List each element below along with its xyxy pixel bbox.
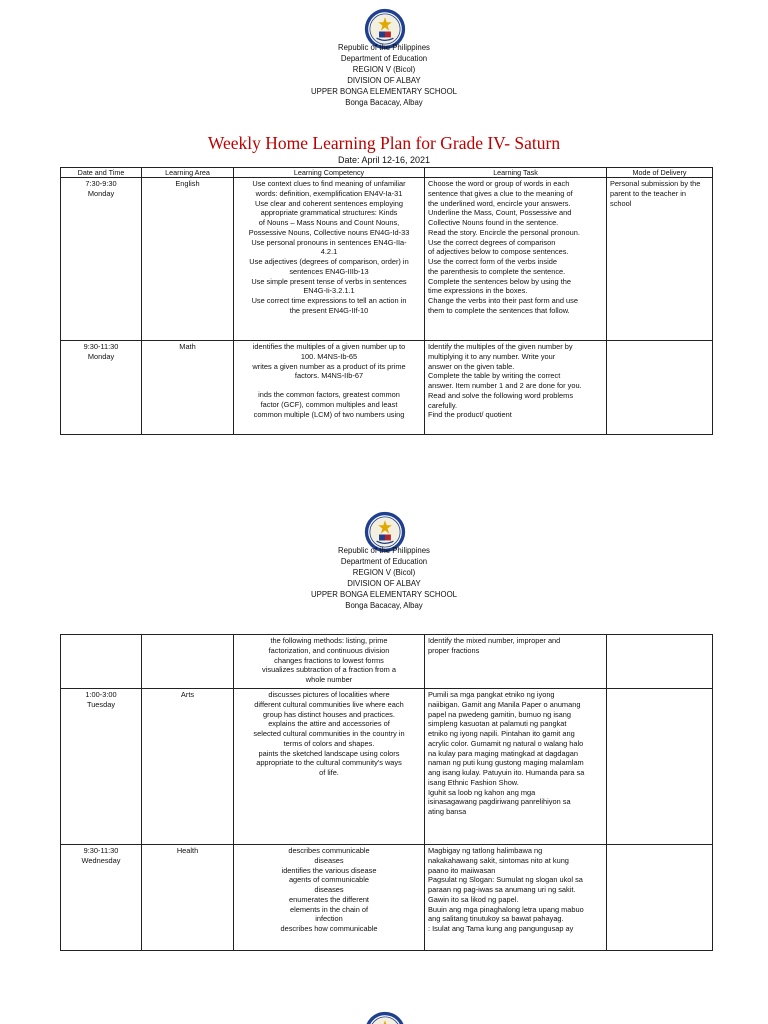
task-line: the underlined word, encircle your answers. bbox=[428, 198, 571, 208]
competency-line: inds the common factors, greatest common bbox=[258, 390, 400, 400]
competency-line: of life. bbox=[319, 768, 339, 778]
task-line: Read and solve the following word problems bbox=[428, 390, 574, 400]
plan-table-page-1 bbox=[60, 167, 713, 435]
competency-line: different cultural communities live where each bbox=[254, 699, 404, 709]
time-cell bbox=[61, 178, 142, 341]
competency-line: of Nouns – Mass Nouns and Count Nouns, bbox=[258, 218, 400, 228]
mode-cell bbox=[607, 845, 713, 951]
competency-line: words: definition, exemplification EN4V-Ia-31 bbox=[255, 188, 403, 198]
column-header-learning-area: Learning Area bbox=[142, 168, 234, 178]
time-value: 1:00-3:00 bbox=[85, 690, 117, 699]
task-line: answer on the given table. bbox=[428, 361, 515, 371]
competency-line: appropriate to the cultural community's ways bbox=[256, 758, 402, 768]
time-value: 9:30-11:30 bbox=[83, 342, 119, 351]
header-department: Department of Education bbox=[340, 557, 428, 567]
competency-cell bbox=[234, 341, 425, 435]
competency-line: terms of colors and shapes. bbox=[283, 738, 375, 748]
task-line: simpleng kasuotan at palamuti ng pangkat bbox=[428, 719, 567, 729]
task-line: Pumili sa mga pangkat etniko ng iyong bbox=[428, 690, 555, 699]
column-header-mode-of-delivery: Mode of Delivery bbox=[607, 168, 713, 178]
task-line: time expressions in the boxes. bbox=[428, 286, 528, 296]
task-line: Collective Nouns found in the sentence. bbox=[428, 218, 559, 228]
area-cell bbox=[142, 845, 234, 951]
competency-cell bbox=[234, 635, 425, 689]
header-region: REGION V (Bicol) bbox=[352, 568, 416, 578]
header-department: Department of Education bbox=[340, 54, 428, 64]
header-school: UPPER BONGA ELEMENTARY SCHOOL bbox=[310, 87, 458, 97]
column-header-learning-competency: Learning Competency bbox=[234, 168, 425, 178]
task-cell bbox=[425, 845, 607, 951]
task-line: the parenthesis to complete the sentence. bbox=[428, 266, 566, 276]
area-cell bbox=[142, 635, 234, 689]
task-line: naiibigan. Gamit ang Manila Paper o anumang bbox=[428, 699, 581, 709]
mode-value: Personal submission by the parent to the teacher in school bbox=[610, 179, 701, 208]
competency-line: identifies the multiples of a given number up to bbox=[252, 342, 406, 351]
area-value: English bbox=[175, 179, 200, 188]
column-header-learning-task: Learning Task bbox=[425, 168, 607, 178]
table-row bbox=[61, 178, 713, 341]
mode-cell bbox=[607, 689, 713, 845]
competency-line: describes how communicable bbox=[280, 924, 378, 934]
header-school: UPPER BONGA ELEMENTARY SCHOOL bbox=[310, 590, 458, 600]
plan-table-page-2 bbox=[60, 634, 713, 951]
competency-line: changes fractions to lowest forms bbox=[274, 655, 384, 665]
competency-cell bbox=[234, 845, 425, 951]
competency-line: Use correct time expressions to tell an action in bbox=[251, 296, 407, 306]
day-value: Monday bbox=[87, 351, 115, 361]
area-cell bbox=[142, 341, 234, 435]
competency-line: discusses pictures of localities where bbox=[268, 690, 390, 699]
day-value: Wednesday bbox=[81, 855, 121, 865]
document-page-2 bbox=[0, 503, 768, 1003]
competency-line: the present EN4G-IIf-10 bbox=[289, 305, 369, 315]
competency-line: agents of communicable bbox=[288, 875, 370, 885]
task-line: Underline the Mass, Count, Possessive and bbox=[428, 208, 572, 218]
plan-date: Date: April 12-16, 2021 bbox=[337, 155, 431, 165]
task-cell bbox=[425, 689, 607, 845]
competency-line: elements in the chain of bbox=[289, 904, 369, 914]
competency-line: infection bbox=[315, 914, 343, 924]
competency-line: Use context clues to find meaning of unfamiliar bbox=[252, 179, 406, 188]
task-cell bbox=[425, 341, 607, 435]
competency-line: paints the sketched landscape using colors bbox=[258, 748, 400, 758]
competency-line: common multiple (LCM) of two numbers using bbox=[253, 409, 405, 419]
competency-line: appropriate grammatical structures: Kinds bbox=[260, 208, 398, 218]
task-line: Gawin ito sa likod ng papel. bbox=[428, 894, 519, 904]
day-value: Monday bbox=[87, 188, 115, 198]
competency-line: 100. M4NS-Ib-65 bbox=[300, 351, 358, 361]
header-division: DIVISION OF ALBAY bbox=[347, 579, 421, 589]
blank-line bbox=[237, 381, 421, 390]
deped-seal-icon bbox=[364, 1011, 406, 1024]
task-line: etniko ng iyong napili. Pintahan ito gamit ang bbox=[428, 729, 575, 739]
time-value: 9:30-11:30 bbox=[83, 846, 119, 855]
header-republic: Republic of the Philippines bbox=[338, 43, 430, 52]
day-value: Tuesday bbox=[86, 699, 116, 709]
competency-line: Use adjectives (degrees of comparison, order) in bbox=[249, 257, 409, 267]
competency-line: diseases bbox=[314, 855, 344, 865]
time-cell bbox=[61, 635, 142, 689]
competency-line: sentences EN4G-IIIb-13 bbox=[289, 266, 369, 276]
competency-cell bbox=[234, 689, 425, 845]
area-cell bbox=[142, 689, 234, 845]
area-value: Health bbox=[176, 846, 199, 855]
table-row bbox=[61, 635, 713, 689]
table-row bbox=[61, 845, 713, 951]
mode-cell bbox=[607, 341, 713, 435]
area-value: Arts bbox=[180, 690, 195, 699]
task-line: proper fractions bbox=[428, 645, 480, 655]
task-line: carefully. bbox=[428, 400, 458, 410]
task-line: naman ng puti kung gustong maging malamlam bbox=[428, 758, 584, 768]
document-page-1 bbox=[0, 0, 768, 480]
competency-line: diseases bbox=[314, 885, 344, 895]
competency-line: EN4G-Ii-3.2.1.1 bbox=[303, 286, 355, 296]
letterhead bbox=[0, 545, 768, 611]
task-line: of adjectives below to compose sentences. bbox=[428, 247, 569, 257]
task-line: Choose the word or group of words in each bbox=[428, 179, 570, 188]
task-line: Use the correct form of the verbs inside bbox=[428, 257, 557, 267]
header-address: Bonga Bacacay, Albay bbox=[345, 98, 423, 108]
time-cell bbox=[61, 689, 142, 845]
area-value: Math bbox=[179, 342, 196, 351]
mode-cell bbox=[607, 635, 713, 689]
header-division: DIVISION OF ALBAY bbox=[347, 76, 421, 86]
header-region: REGION V (Bicol) bbox=[352, 65, 416, 75]
competency-line: Use simple present tense of verbs in sentences bbox=[251, 276, 407, 286]
task-line: Change the verbs into their past form and use bbox=[428, 296, 578, 306]
task-line: Read the story. Encircle the personal pronoun. bbox=[428, 227, 580, 237]
time-cell bbox=[61, 341, 142, 435]
competency-line: selected cultural communities in the country in bbox=[253, 729, 405, 739]
task-line: Buuin ang mga pinaghalong letra upang mabuo bbox=[428, 904, 584, 914]
column-header-date-time: Date and Time bbox=[61, 168, 142, 178]
task-line: paraan ng pag-iwas sa anumang uri ng sakit. bbox=[428, 885, 576, 895]
task-line: Identify the multiples of the given number by bbox=[428, 342, 573, 351]
task-cell bbox=[425, 178, 607, 341]
task-line: Use the correct degrees of comparison bbox=[428, 237, 556, 247]
header-address: Bonga Bacacay, Albay bbox=[345, 601, 423, 611]
time-cell bbox=[61, 845, 142, 951]
competency-line: whole number bbox=[305, 675, 353, 685]
task-line: sentence that gives a clue to the meaning of bbox=[428, 188, 573, 198]
competency-line: Possessive Nouns, Collective nouns EN4G-Id-33 bbox=[248, 227, 410, 237]
task-line: : Isulat ang Tama kung ang pangungusap ay bbox=[428, 924, 574, 934]
competency-line: Use clear and coherent sentences employing bbox=[255, 198, 403, 208]
task-line: multiplying it to any number. Write your bbox=[428, 351, 556, 361]
task-line: ang salitang tinutukoy sa bawat pahayag. bbox=[428, 914, 564, 924]
task-line: isang Ethnic Fashion Show. bbox=[428, 777, 519, 787]
header-republic: Republic of the Philippines bbox=[338, 546, 430, 555]
competency-line: 4.2.1 bbox=[320, 247, 338, 257]
task-line: Magbigay ng tatlong halimbawa ng bbox=[428, 846, 543, 855]
area-cell bbox=[142, 178, 234, 341]
table-row bbox=[61, 341, 713, 435]
mode-cell bbox=[607, 178, 713, 341]
letterhead bbox=[0, 42, 768, 108]
competency-line: the following methods: listing, prime bbox=[270, 636, 388, 645]
competency-line: enumerates the different bbox=[289, 894, 369, 904]
task-line: papel na pwedeng gamitin, bumuo ng isang bbox=[428, 709, 571, 719]
competency-line: explains the attire and accessories of bbox=[268, 719, 390, 729]
competency-line: identifies the various disease bbox=[281, 865, 377, 875]
task-line: them to complete the sentences that follow. bbox=[428, 305, 570, 315]
competency-line: factor (GCF), common multiples and least bbox=[260, 399, 398, 409]
competency-line: factors. M4NS-IIb-67 bbox=[294, 371, 364, 381]
task-line: na kulay para maging matingkad at dagdagan bbox=[428, 748, 578, 758]
task-line: Pagsulat ng Slogan: Sumulat ng slogan ukol sa bbox=[428, 875, 583, 885]
table-header-row bbox=[61, 168, 713, 178]
document-page-3 bbox=[0, 1005, 768, 1024]
plan-title: Weekly Home Learning Plan for Grade IV- Saturn bbox=[207, 133, 561, 153]
competency-cell bbox=[234, 178, 425, 341]
competency-line: describes communicable bbox=[288, 846, 370, 855]
competency-line: group has distinct houses and practices. bbox=[263, 709, 395, 719]
task-line: ang isang kulay. Patuyuin ito. Humanda para sa bbox=[428, 768, 585, 778]
time-value: 7:30-9:30 bbox=[85, 179, 117, 188]
competency-line: factorization, and continuous division bbox=[268, 645, 390, 655]
competency-line: Use personal pronouns in sentences EN4G-IIa- bbox=[251, 237, 407, 247]
competency-line: writes a given number as a product of its prime bbox=[252, 361, 406, 371]
task-line: answer. Item number 1 and 2 are done for you. bbox=[428, 381, 582, 391]
competency-line: visualizes subtraction of a fraction from a bbox=[262, 665, 396, 675]
task-line: paano ito maiiwasan bbox=[428, 865, 496, 875]
task-line: nakakahawang sakit, sintomas nito at kung bbox=[428, 855, 569, 865]
task-line: Complete the table by writing the correct bbox=[428, 371, 561, 381]
task-line: acrylic color. Gumamit ng natural o walang halo bbox=[428, 738, 584, 748]
task-line: isinasagawang pagdiriwang panrelihiyon sa bbox=[428, 797, 571, 807]
task-line: Find the product/ quotient bbox=[428, 410, 512, 420]
table-row bbox=[61, 689, 713, 845]
task-line: Identify the mixed number, improper and bbox=[428, 636, 561, 645]
task-line: ating bansa bbox=[428, 807, 467, 817]
task-cell bbox=[425, 635, 607, 689]
task-line: Complete the sentences below by using the bbox=[428, 276, 571, 286]
task-line: Iguhit sa loob ng kahon ang mga bbox=[428, 787, 536, 797]
